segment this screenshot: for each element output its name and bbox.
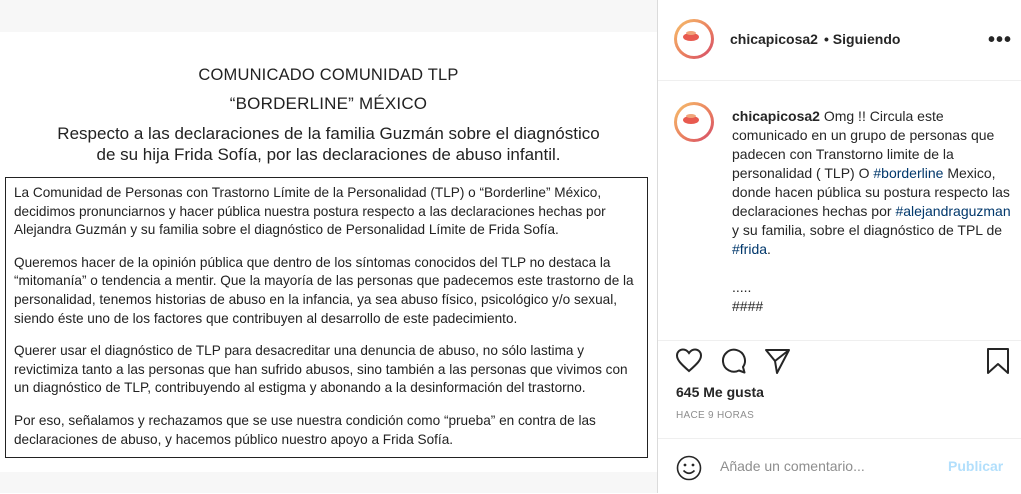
post-header (658, 0, 1021, 81)
bookmark-icon[interactable] (986, 347, 1010, 375)
caption-hashes: #### (732, 298, 764, 314)
more-options-icon[interactable]: ••• (988, 29, 1013, 51)
document-title-line2: “BORDERLINE” MÉXICO (229, 94, 428, 113)
caption-avatar[interactable] (674, 102, 714, 142)
document-image (0, 32, 657, 472)
statement-paragraph: La Comunidad de Personas con Trastorno Límite de la Personalidad (TLP) o “Borderline” México, decidimos pronunciarnos y hacer pública nuestra postura respecto a las declaraciones hechas por Alejandra Guzmán y su familia sobre el diagnóstico de Personalidad Límite de Frida Sofía. (14, 185, 606, 238)
header-username[interactable]: chicapicosa2 (730, 31, 818, 47)
heart-icon[interactable] (675, 347, 703, 373)
share-icon[interactable] (763, 347, 791, 375)
statement-box (5, 177, 648, 458)
likes-count[interactable]: 645 Me gusta (676, 384, 764, 400)
post-caption (732, 107, 1014, 316)
document-title: COMUNICADO COMUNIDAD TLP (198, 66, 459, 84)
caption-username[interactable]: chicapicosa2 (732, 108, 820, 124)
emoji-icon[interactable] (676, 455, 702, 481)
post-side-panel (657, 0, 1021, 493)
document-subtitle-line1: Respecto a las declaraciones de la familia Guzmán sobre el diagnóstico (57, 124, 600, 143)
hashtag-link[interactable]: #frida (732, 241, 768, 257)
caption-dots: ..... (732, 279, 752, 295)
comment-input[interactable]: Añade un comentario... (720, 458, 865, 474)
post-time[interactable]: HACE 9 HORAS (676, 410, 755, 421)
follow-status[interactable]: • Siguiendo (824, 31, 901, 47)
caption-text: . (767, 241, 771, 257)
hashtag-link[interactable]: #borderline (873, 165, 944, 181)
comment-bar (658, 438, 1021, 494)
statement-paragraph: Por eso, señalamos y rechazamos que se use nuestra condición como “prueba” en contra de las declaraciones de abuso, y hacemos público nuestro apoyo a Frida Sofía. (14, 412, 596, 447)
hashtag-link[interactable]: #alejandraguzman (895, 203, 1011, 219)
action-divider (658, 340, 1021, 342)
avatar[interactable] (674, 19, 714, 59)
caption-text: Omg !! Circula este comunicado en un grupo de personas que padecen con Transtorno limite de la personalidad ( TLP) O (732, 108, 995, 181)
statement-paragraph: Querer usar el diagnóstico de TLP para desacreditar una denuncia de abuso, no sólo lastima y revictimiza tanto a las personas que han sufrido abusos, sino también a las personas que vivimos con un diagnóstico de TLP, contribuyendo al estigma y abonando a la desinformación del trastorno. (14, 343, 628, 396)
comment-icon[interactable] (719, 347, 747, 375)
publish-button[interactable]: Publicar (948, 458, 1004, 474)
caption-text: Mexico, donde hacen pública su postura respecto las declaraciones hechas por (732, 165, 1010, 219)
statement-paragraph: Queremos hacer de la opinión pública que dentro de los síntomas conocidos del TLP no destaca la “mitomanía” o tendencia a mentir. Que la mayoría de las personas que padecemos este trastorno de la personalidad, tenemos historias de abuso en la infancia, ya sea abuso físico, psicológico y/o sexual, siendo éste uno de los factores que contribuyen al desarrollo de este padecimiento. (14, 254, 634, 326)
document-subtitle-line2: de su hija Frida Sofía, por las declaraciones de abuso infantil. (96, 145, 561, 164)
caption-text: y su familia, sobre el diagnóstico de TPL de (732, 222, 1003, 238)
